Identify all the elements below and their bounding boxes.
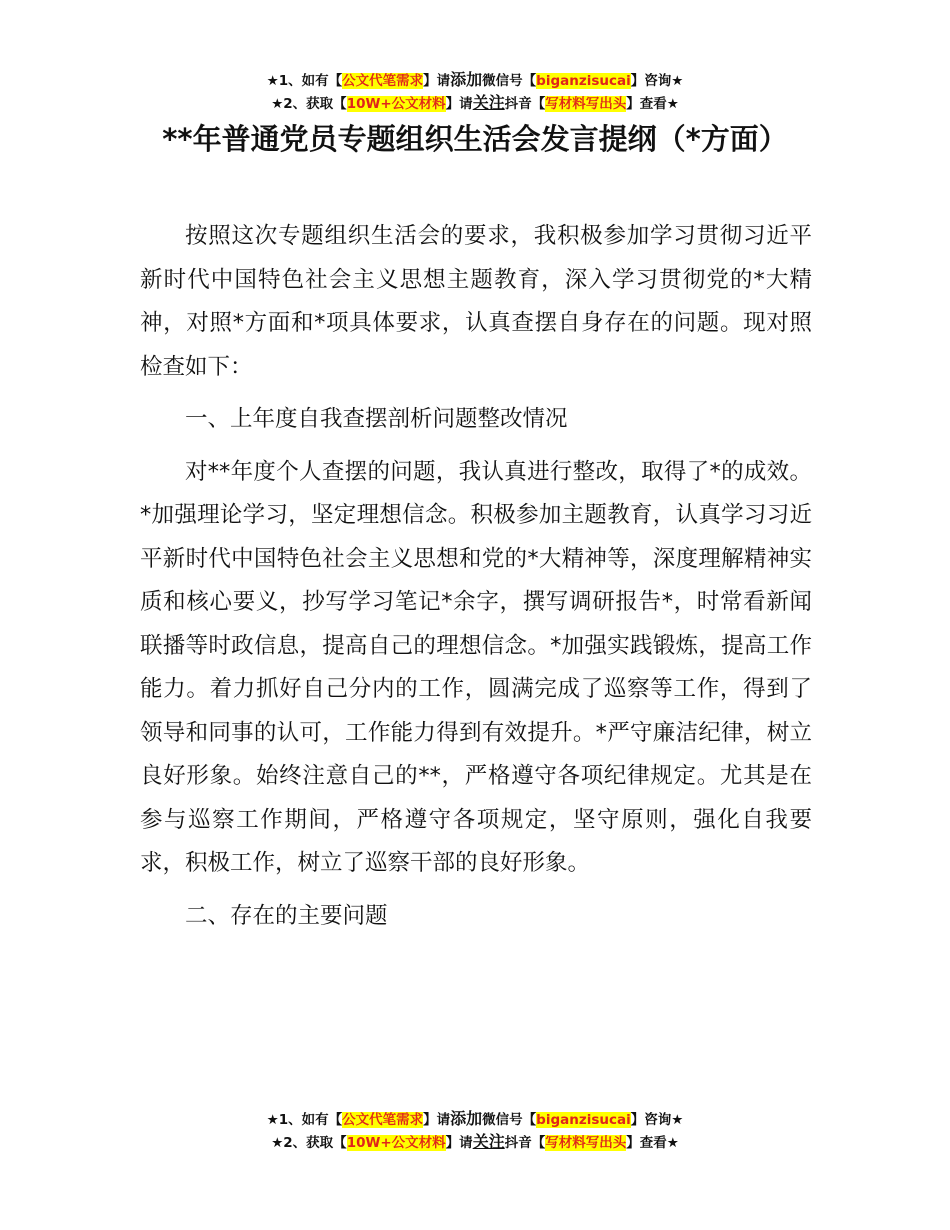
section-heading-1: 一、上年度自我查摆剖析问题整改情况 [185, 406, 568, 432]
footer-promo-line-1-suffix: 】咨询★ [630, 1112, 684, 1128]
document-body [140, 215, 812, 938]
footer-promo-line-2-prefix: ★2、获取【 [271, 1135, 347, 1151]
promo-line-1-mid2: 微信号【 [482, 73, 537, 89]
footer-promo-line-2-mid2: 抖音【 [504, 1135, 546, 1151]
promo-line-1-prefix: ★1、如有【 [266, 73, 343, 89]
promo-line-2-suffix: 】查看★ [626, 96, 679, 112]
promo-line-2-highlight-douyin: 写材料写出头 [545, 96, 627, 112]
promo-line-2-emphasis: 关注 [472, 93, 505, 112]
promo-line-2-mid: 】请 [445, 96, 473, 112]
promo-line-2-prefix: ★2、获取【 [271, 96, 347, 112]
promo-line-2-mid2: 抖音【 [504, 96, 546, 112]
footer-promo-line-1-mid: 】请 [423, 1112, 451, 1128]
footer-promo-line-2-highlight-materials: 10W+公文材料 [346, 1135, 446, 1151]
footer-promo-line-1-prefix: ★1、如有【 [266, 1112, 343, 1128]
promo-line-1-emphasis: 添加 [450, 70, 483, 89]
header-promo-banner [0, 68, 950, 114]
paragraph-intro: 按照这次专题组织生活会的要求，我积极参加学习贯彻习近平新时代中国特色社会主义思想主题教育，深入学习贯彻党的*大精神，对照*方面和*项具体要求，认真查摆自身存在的问题。现对照检查如下： [140, 223, 812, 380]
footer-promo-line-1-emphasis: 添加 [450, 1109, 483, 1128]
document-title: **年普通党员专题组织生活会发言提纲（*方面） [162, 122, 788, 156]
footer-promo-line-1-highlight-wechat: biganzisucai [536, 1112, 631, 1128]
promo-line-1-mid: 】请 [423, 73, 451, 89]
footer-promo-line-1 [0, 1107, 950, 1130]
footer-promo-line-2-highlight-douyin: 写材料写出头 [545, 1135, 627, 1151]
promo-line-1-highlight-service: 公文代笔需求 [342, 73, 424, 89]
promo-line-1-suffix: 】咨询★ [630, 73, 684, 89]
promo-line-2-highlight-materials: 10W+公文材料 [346, 96, 446, 112]
footer-promo-banner [0, 1107, 950, 1153]
footer-promo-line-2-mid: 】请 [445, 1135, 473, 1151]
footer-promo-line-2 [0, 1130, 950, 1153]
promo-line-1 [0, 68, 950, 91]
footer-promo-line-1-highlight-service: 公文代笔需求 [342, 1112, 424, 1128]
footer-promo-line-2-suffix: 】查看★ [626, 1135, 679, 1151]
promo-line-1-highlight-wechat: biganzisucai [536, 73, 631, 89]
paragraph-rectification: 对**年度个人查摆的问题，我认真进行整改，取得了*的成效。*加强理论学习，坚定理想信念。积极参加主题教育，认真学习习近平新时代中国特色社会主义思想和党的*大精神等，深度理解精神实质和核心要义，抄写学习笔记*余字，撰写调研报告*，时常看新闻联播等时政信息，提高自己的理想信念。*加强实践锻炼，提高工作能力。着力抓好自己分内的工作，圆满完成了巡察等工作，得到了领导和同事的认可，工作能力得到有效提升。*严守廉洁纪律，树立良好形象。始终注意自己的**，严格遵守各项纪律规定。尤其是在参与巡察工作期间，严格遵守各项规定，坚守原则，强化自我要求，积极工作，树立了巡察干部的良好形象。 [140, 458, 812, 876]
section-heading-2: 二、存在的主要问题 [185, 902, 388, 929]
footer-promo-line-1-mid2: 微信号【 [482, 1112, 537, 1128]
promo-line-2 [0, 91, 950, 114]
footer-promo-line-2-emphasis: 关注 [472, 1132, 505, 1151]
